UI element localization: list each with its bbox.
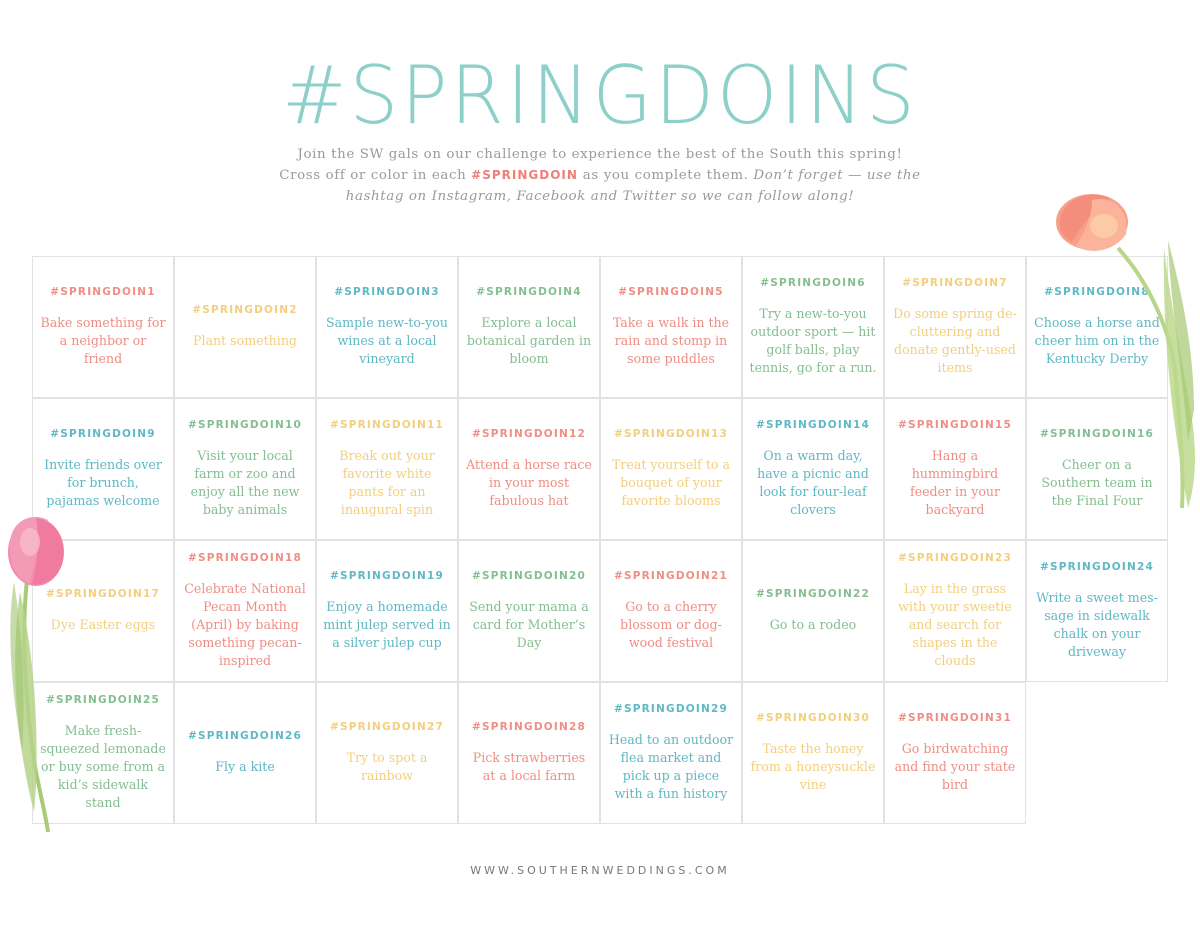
challenge-hashtag: #SPRINGDOIN8 bbox=[1044, 286, 1150, 298]
challenge-hashtag: #SPRINGDOIN21 bbox=[613, 570, 728, 582]
challenge-description: Break out your favorite white pants for an inaugural spin bbox=[339, 448, 435, 517]
challenge-hashtag: #SPRINGDOIN19 bbox=[329, 570, 444, 582]
challenge-hashtag: #SPRINGDOIN7 bbox=[902, 277, 1008, 289]
challenge-hashtag: #SPRINGDOIN15 bbox=[897, 419, 1012, 431]
challenge-hashtag: #SPRINGDOIN1 bbox=[50, 286, 156, 298]
challenge-description: Write a sweet mes-sage in sidewalk chalk on your driveway bbox=[1036, 590, 1158, 659]
intro-line-2-italic: Don’t forget — use the bbox=[753, 168, 921, 183]
challenge-cell bbox=[458, 682, 600, 824]
challenge-cell bbox=[884, 540, 1026, 682]
challenge-cell bbox=[742, 256, 884, 398]
challenge-cell bbox=[458, 398, 600, 540]
challenge-description: Go to a rodeo bbox=[769, 617, 857, 632]
challenge-description: Sample new-to-you wines at a local vineyard bbox=[326, 315, 448, 366]
challenge-cell bbox=[742, 540, 884, 682]
challenge-cell bbox=[742, 398, 884, 540]
challenge-hashtag: #SPRINGDOIN31 bbox=[897, 712, 1012, 724]
challenge-cell bbox=[316, 540, 458, 682]
challenge-cell bbox=[600, 682, 742, 824]
challenge-cell bbox=[174, 540, 316, 682]
challenge-cell bbox=[742, 682, 884, 824]
challenge-cell bbox=[316, 256, 458, 398]
intro-text bbox=[250, 144, 950, 207]
challenge-hashtag: #SPRINGDOIN27 bbox=[329, 721, 444, 733]
challenge-description: Invite friends over for brunch, pajamas welcome bbox=[44, 457, 162, 508]
challenge-hashtag: #SPRINGDOIN5 bbox=[618, 286, 724, 298]
challenge-hashtag: #SPRINGDOIN23 bbox=[897, 552, 1012, 564]
challenge-cell bbox=[174, 256, 316, 398]
challenge-hashtag: #SPRINGDOIN26 bbox=[187, 730, 302, 742]
challenge-description: Visit your local farm or zoo and enjoy all the new baby animals bbox=[190, 448, 300, 517]
challenge-hashtag: #SPRINGDOIN3 bbox=[334, 286, 440, 298]
intro-line-3-italic: hashtag on Instagram, Facebook and Twitter so we can follow along! bbox=[345, 189, 855, 204]
challenge-description: Cheer on a Southern team in the Final Four bbox=[1041, 457, 1153, 508]
challenge-hashtag: #SPRINGDOIN18 bbox=[187, 552, 302, 564]
challenge-hashtag: #SPRINGDOIN25 bbox=[45, 694, 160, 706]
challenge-description: Go birdwatching and find your state bird bbox=[894, 741, 1016, 792]
challenge-hashtag: #SPRINGDOIN14 bbox=[755, 419, 870, 431]
challenge-description: Head to an outdoor flea market and pick up a piece with a fun history bbox=[608, 732, 734, 801]
challenge-hashtag: #SPRINGDOIN29 bbox=[613, 703, 728, 715]
challenge-cell bbox=[316, 682, 458, 824]
challenge-description: Lay in the grass with your sweetie and search for shapes in the clouds bbox=[898, 581, 1012, 668]
challenge-cell bbox=[600, 398, 742, 540]
challenge-description: Attend a horse race in your most fabulous hat bbox=[466, 457, 592, 508]
challenge-description: Go to a cherry blossom or dog-wood festival bbox=[620, 599, 722, 650]
challenge-cell bbox=[458, 256, 600, 398]
challenge-hashtag: #SPRINGDOIN11 bbox=[329, 419, 444, 431]
challenge-description: Pick strawberries at a local farm bbox=[472, 750, 586, 783]
challenge-description: Choose a horse and cheer him on in the Kentucky Derby bbox=[1034, 315, 1160, 366]
challenge-description: Taste the honey from a honeysuckle vine bbox=[750, 741, 876, 792]
challenge-description: Take a walk in the rain and stomp in some puddles bbox=[612, 315, 730, 366]
intro-line-1: Join the SW gals on our challenge to experience the best of the South this spring! bbox=[297, 147, 903, 162]
challenge-hashtag: #SPRINGDOIN4 bbox=[476, 286, 582, 298]
challenge-description: Send your mama a card for Mother’s Day bbox=[469, 599, 589, 650]
pink-tulip-icon bbox=[0, 512, 70, 842]
challenge-cell bbox=[316, 398, 458, 540]
challenge-description: Try a new-to-you outdoor sport — hit golf balls, play tennis, go for a run. bbox=[749, 306, 877, 375]
challenge-hashtag: #SPRINGDOIN28 bbox=[471, 721, 586, 733]
challenge-cell bbox=[884, 398, 1026, 540]
challenge-cell bbox=[600, 540, 742, 682]
challenge-cell bbox=[174, 682, 316, 824]
challenge-cell bbox=[174, 398, 316, 540]
challenge-hashtag: #SPRINGDOIN2 bbox=[192, 304, 298, 316]
page-title: #SPRINGDOINS bbox=[282, 49, 918, 142]
challenge-description: On a warm day, have a picnic and look for four-leaf clovers bbox=[757, 448, 869, 517]
challenge-cell bbox=[884, 682, 1026, 824]
challenge-description: Plant something bbox=[193, 333, 297, 348]
challenge-hashtag: #SPRINGDOIN30 bbox=[755, 712, 870, 724]
challenge-cell bbox=[600, 256, 742, 398]
challenge-description: Dye Easter eggs bbox=[50, 617, 156, 632]
challenge-hashtag: #SPRINGDOIN24 bbox=[1039, 561, 1154, 573]
peach-tulip-icon bbox=[1052, 190, 1200, 520]
challenge-hashtag: #SPRINGDOIN22 bbox=[755, 588, 870, 600]
challenge-description: Do some spring de-cluttering and donate gently-used items bbox=[893, 306, 1017, 375]
intro-hashtag: #SPRINGDOIN bbox=[471, 168, 578, 182]
challenge-description: Try to spot a rainbow bbox=[346, 750, 428, 783]
challenge-cell bbox=[884, 256, 1026, 398]
challenge-cell bbox=[458, 540, 600, 682]
challenge-description: Hang a hummingbird feeder in your backyard bbox=[909, 448, 1001, 517]
challenge-hashtag: #SPRINGDOIN12 bbox=[471, 428, 586, 440]
challenge-hashtag: #SPRINGDOIN13 bbox=[613, 428, 728, 440]
challenge-hashtag: #SPRINGDOIN10 bbox=[187, 419, 302, 431]
challenge-grid bbox=[32, 256, 1168, 826]
challenge-description: Treat yourself to a bouquet of your favorite blooms bbox=[611, 457, 731, 508]
challenge-description: Bake something for a neighbor or friend bbox=[40, 315, 166, 366]
challenge-description: Celebrate National Pecan Month (April) by baking something pecan-inspired bbox=[184, 581, 306, 668]
challenge-description: Fly a kite bbox=[215, 759, 275, 774]
challenge-hashtag: #SPRINGDOIN20 bbox=[471, 570, 586, 582]
challenge-description: Explore a local botanical garden in bloom bbox=[466, 315, 592, 366]
challenge-hashtag: #SPRINGDOIN9 bbox=[50, 428, 156, 440]
challenge-description: Make fresh-squeezed lemonade or buy some from a kid’s sidewalk stand bbox=[40, 723, 166, 810]
intro-line-2-start: Cross off or color in each bbox=[279, 168, 472, 183]
intro-line-2-middle: as you complete them. bbox=[577, 168, 754, 183]
challenge-description: Enjoy a homemade mint julep served in a silver julep cup bbox=[323, 599, 451, 650]
challenge-hashtag: #SPRINGDOIN17 bbox=[45, 588, 160, 600]
challenge-hashtag: #SPRINGDOIN6 bbox=[760, 277, 866, 289]
challenge-cell bbox=[32, 256, 174, 398]
challenge-cell bbox=[1026, 540, 1168, 682]
challenge-hashtag: #SPRINGDOIN16 bbox=[1039, 428, 1154, 440]
footer-website: WWW.SOUTHERNWEDDINGS.COM bbox=[470, 864, 730, 877]
